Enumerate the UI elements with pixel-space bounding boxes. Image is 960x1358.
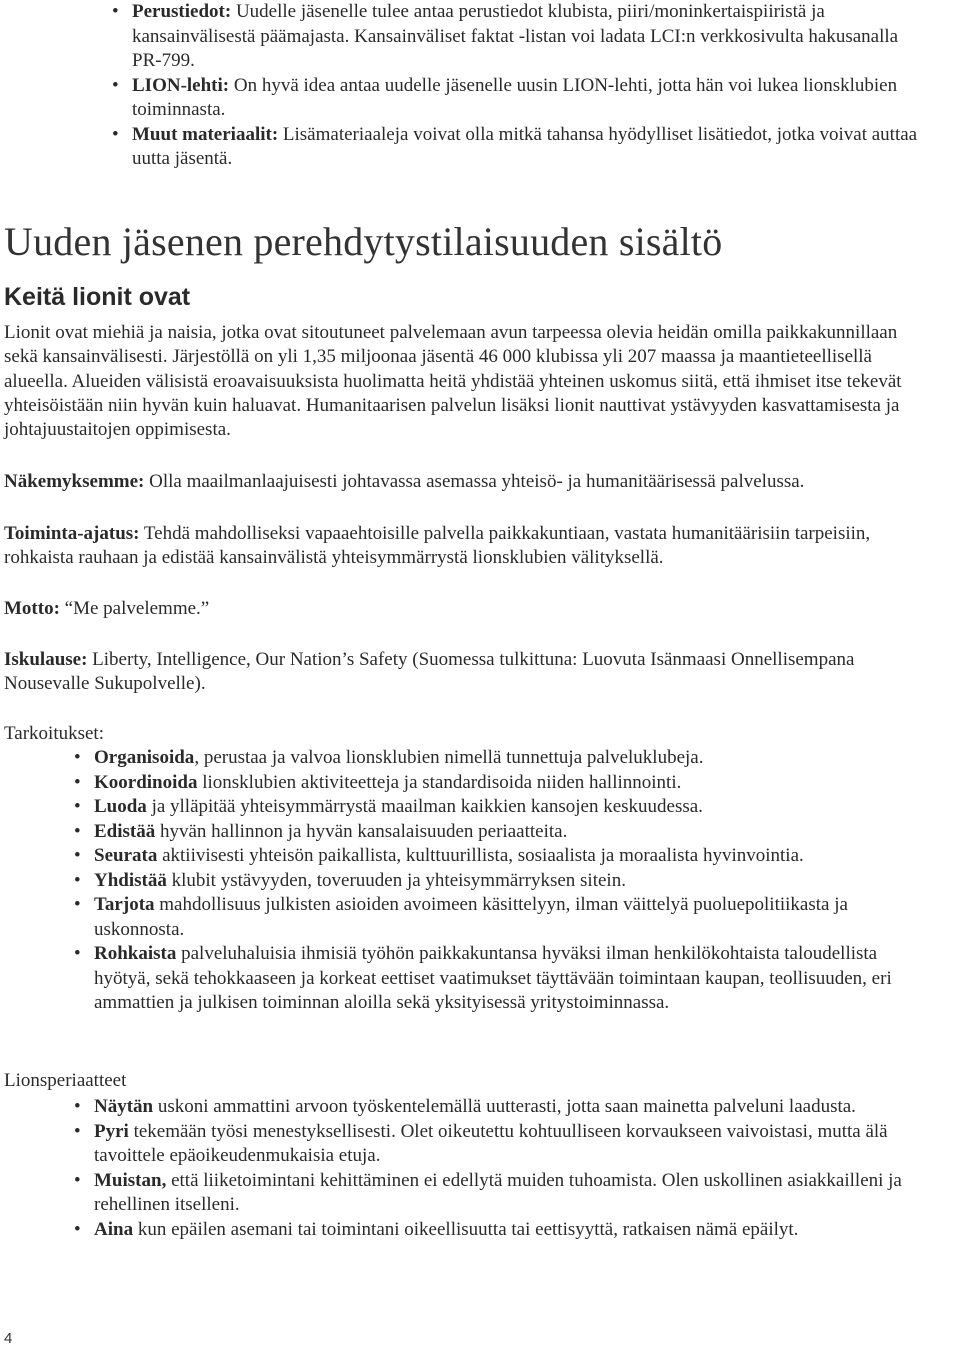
- vision-statement: [4, 470, 934, 494]
- term-label: Rohkaista: [94, 943, 177, 964]
- term-label: Muut materiaalit:: [132, 123, 279, 145]
- vision-text: Olla maailmanlaajuisesti johtavassa asemassa yhteisö- ja humanitäärisessä palvelussa.: [144, 471, 805, 492]
- term-text: , perustaa ja valvoa lionsklubien nimellä tunnettuja palveluklubeja.: [194, 747, 704, 768]
- term-text: tekemään työsi menestyksellisesti. Olet oikeutettu kohtuulliseen korvaukseen vaivoistasi, mutta älä tavoittele epäoikeudenmukaisia etuja.: [94, 1120, 888, 1166]
- principles-heading: Lionsperiaatteet: [4, 1070, 127, 1091]
- term-label: Näytän: [94, 1096, 154, 1117]
- list-item: [74, 795, 934, 820]
- list-item: [74, 1095, 934, 1120]
- term-label: Organisoida: [94, 747, 195, 768]
- term-label: Perustiedot:: [132, 1, 232, 22]
- list-item: [74, 1120, 934, 1169]
- list-item: [74, 844, 934, 869]
- purposes-list: [74, 746, 934, 1016]
- term-text: hyvän hallinnon ja hyvän kansalaisuuden periaatteita.: [155, 820, 568, 842]
- slogan-statement: [4, 648, 934, 697]
- term-label: Seurata: [94, 845, 158, 866]
- list-item: [74, 746, 934, 771]
- mission-statement: [4, 522, 934, 571]
- term-label: Aina: [94, 1218, 134, 1240]
- page-number: 4: [4, 1330, 13, 1347]
- term-text: aktiivisesti yhteisön paikallista, kulttuurillista, sosiaalista ja moraalista hyvinvointia.: [157, 845, 804, 866]
- term-label: Pyri: [94, 1120, 129, 1142]
- term-text: että liiketoimintani kehittäminen ei edellytä muiden tuhoamista. Olen uskollinen asiakkailleni ja rehellinen itselleni.: [94, 1169, 902, 1215]
- term-text: uskoni ammattini arvoon työskentelemällä uutterasti, jotta saan mainetta palveluni laadusta.: [153, 1096, 856, 1117]
- term-text: klubit ystävyyden, toveruuden ja yhteisymmärryksen sitein.: [166, 869, 626, 891]
- purposes-heading: Tarkoitukset:: [4, 723, 104, 744]
- section-title: Uuden jäsenen perehdytystilaisuuden sisältö: [4, 219, 723, 264]
- term-text: Lisämateriaaleja voivat olla mitkä tahansa hyödylliset lisätiedot, jotka voivat auttaa uutta jäsentä.: [132, 123, 918, 169]
- motto-label: Motto:: [4, 598, 60, 619]
- list-item: [74, 942, 934, 1016]
- term-label: Edistää: [94, 820, 156, 842]
- term-text: ja ylläpitää yhteisymmärrystä maailman kaikkien kansojen keskuudessa.: [146, 796, 703, 817]
- list-item: [112, 74, 932, 123]
- term-label: Luoda: [94, 796, 147, 817]
- materials-list: [112, 0, 932, 172]
- mission-label: Toiminta-ajatus:: [4, 523, 140, 544]
- slogan-label: Iskulause:: [4, 649, 88, 670]
- term-text: palveluhaluisia ihmisiä työhön paikkakuntansa hyväksi ilman henkilökohtaista taloudellista hyötyä, sekä tehokkaaseen ja korkeat eettiset vaatimukset täyttävään toimintaan kaupan, teollisuuden, eri ammattien ja julkisen toiminnan aloilla sekä yksityisessä yritystoiminnassa.: [94, 943, 892, 1013]
- term-text: On hyvä idea antaa uudelle jäsenelle uusin LION-lehti, jotta hän voi lukea lionsklubien toiminnasta.: [132, 74, 898, 120]
- vision-label: Näkemyksemme:: [4, 471, 145, 492]
- term-text: mahdollisuus julkisten asioiden avoimeen käsittelyyn, ilman väittelyä puoluepolitiikasta ja uskonnosta.: [94, 894, 848, 940]
- motto-text: “Me palvelemme.”: [59, 598, 210, 619]
- list-item: [112, 123, 932, 172]
- term-label: Yhdistää: [94, 869, 167, 891]
- term-label: LION-lehti:: [132, 74, 230, 96]
- list-item: [112, 0, 932, 74]
- subsection-title: Keitä lionit ovat: [4, 283, 191, 311]
- principles-list: [74, 1095, 934, 1242]
- term-label: Muistan,: [94, 1169, 167, 1191]
- term-label: Tarjota: [94, 894, 155, 915]
- term-text: lionsklubien aktiviteetteja ja standardisoida niiden hallinnointi.: [197, 771, 682, 793]
- mission-text: Tehdä mahdolliseksi vapaaehtoisille palvella paikkakuntiaan, vastata humanitäärisiin tarpeisiin, rohkaista rauhaan ja edistää kansainvälistä yhteisymmärrystä lionsklubien välityksellä.: [4, 523, 871, 569]
- list-item: [74, 1218, 934, 1243]
- list-item: [74, 771, 934, 796]
- motto-statement: [4, 597, 934, 621]
- list-item: [74, 869, 934, 894]
- list-item: [74, 1169, 934, 1218]
- list-item: [74, 893, 934, 942]
- list-item: [74, 820, 934, 845]
- term-label: Koordinoida: [94, 771, 198, 793]
- intro-paragraph: Lionit ovat miehiä ja naisia, jotka ovat sitoutuneet palvelemaan avun tarpeessa olevia heidän omilla paikkakunnillaan sekä kansainvälisesti. Järjestöllä on yli 1,35 miljoonaa jäsentä 46 000 klubissa yli 207 maassa ja maantieteellisellä alueella. Alueiden välisistä eroavaisuuksista huolimatta heitä yhdistää yhteinen uskomus siitä, että ihmiset itse tekevät yhteisöistään niin hyvän kuin haluavat. Humanitaarisen palvelun lisäksi lionit nauttivat ystävyyden kasvattamisesta ja johtajuustaitojen oppimisesta.: [4, 322, 902, 441]
- term-text: Uudelle jäsenelle tulee antaa perustiedot klubista, piiri/moninkertaispiiristä ja kansainvälisestä päämajasta. Kansainväliset faktat -listan voi ladata LCI:n verkkosivulta hakusanalla PR-799.: [132, 1, 899, 71]
- slogan-text: Liberty, Intelligence, Our Nation’s Safety (Suomessa tulkittuna: Luovuta Isänmaasi Onnellisempana Nousevalle Sukupolvelle).: [4, 649, 855, 695]
- term-text: kun epäilen asemani tai toimintani oikeellisuutta tai eettisyyttä, ratkaisen nämä epäilyt.: [133, 1218, 799, 1240]
